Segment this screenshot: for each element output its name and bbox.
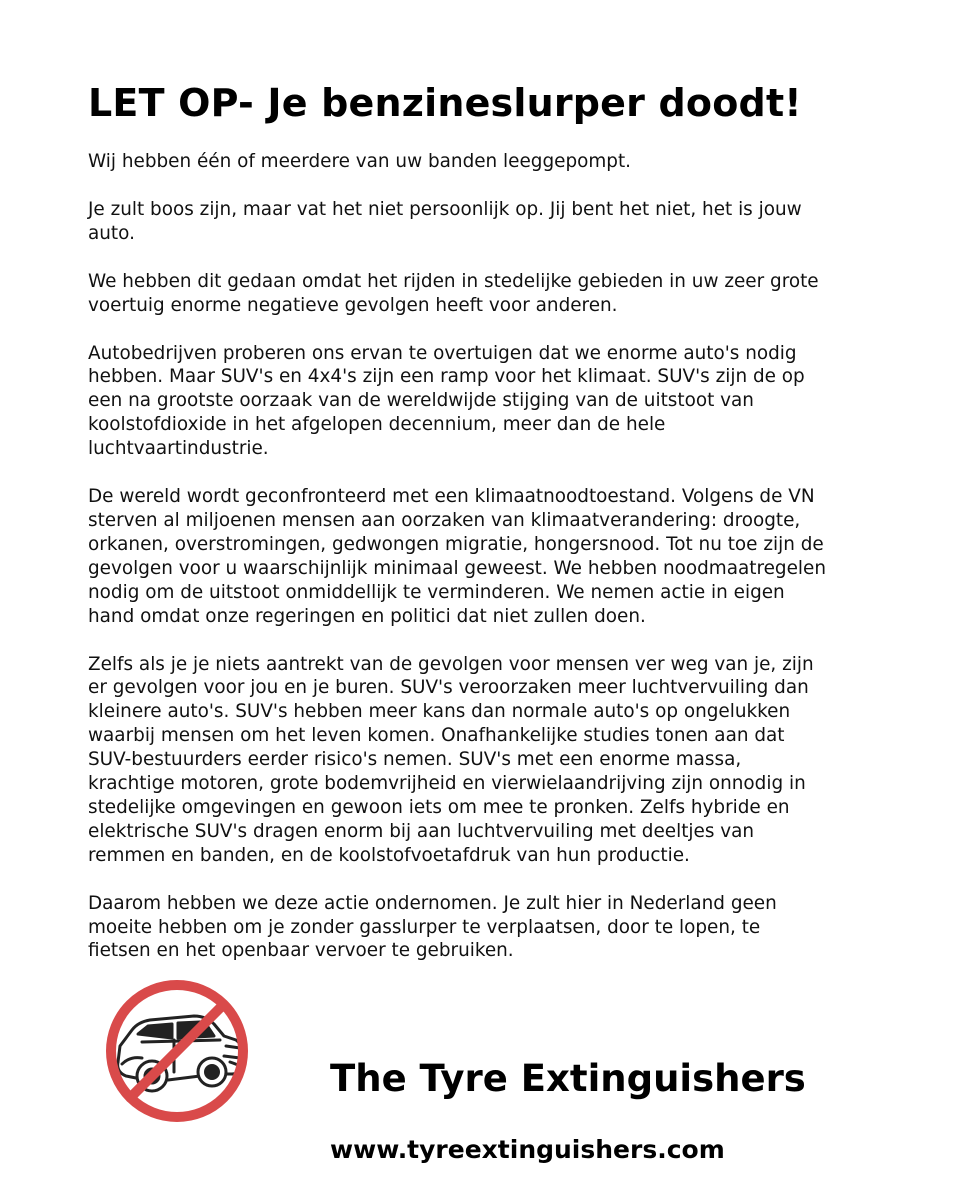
no-suv-logo-svg [102, 976, 252, 1126]
paragraph-4: Autobedrijven proberen ons ervan te overtuigen dat we enorme auto's nodig hebben. Maar SUV's en 4x4's zijn een ramp voor het klimaat. SUV's zijn de op een na grootste oorzaak van de wereldwijde stijging van de uitstoot van koolstofdioxide in het afgelopen decennium, meer dan de hele luchtvaartindustrie. [88, 342, 805, 460]
flyer-body [88, 150, 928, 987]
paragraph-2: Je zult boos zijn, maar vat het niet persoonlijk op. Jij bent het niet, het is jouw auto. [88, 198, 802, 244]
paragraph-3: We hebben dit gedaan omdat het rijden in stedelijke gebieden in uw zeer grote voertuig enorme negatieve gevolgen heeft voor anderen. [88, 270, 819, 316]
no-suv-prohibition-icon [102, 976, 252, 1126]
paragraph-1: Wij hebben één of meerdere van uw banden leeggepompt. [88, 151, 632, 172]
paragraph-6: Zelfs als je je niets aantrekt van de gevolgen voor mensen ver weg van je, zijn er gevolgen voor jou en je buren. SUV's veroorzaken meer luchtvervuiling dan kleinere auto's. SUV's hebben meer kans dan normale auto's op ongelukken waarbij mensen om het leven komen. Onafhankelijke studies tonen aan dat SUV-bestuurders eerder risico's nemen. SUV's met een enorme massa, krachtige motoren, grote bodemvrijheid en vierwielaandrijving zijn onnodig in stedelijke omgevingen en gewoon iets om mee te pronken. Zelfs hybride en elektrische SUV's dragen enorm bij aan luchtvervuiling met deeltjes van remmen en banden, en de koolstofvoetafdruk van hun productie. [88, 653, 814, 866]
website-url: www.tyreextinguishers.com [330, 1135, 725, 1164]
paragraph-5: De wereld wordt geconfronteerd met een klimaatnoodtoestand. Volgens de VN sterven al miljoenen mensen aan oorzaken van klimaatverandering: droogte, orkanen, overstromingen, gedwongen migratie, hongersnood. Tot nu toe zijn de gevolgen voor u waarschijnlijk minimaal geweest. We hebben noodmaatregelen nodig om de uitstoot onmiddellijk te verminderen. We nemen actie in eigen hand omdat onze regeringen en politici dat niet zullen doen. [88, 486, 826, 627]
organization-name: The Tyre Extinguishers [330, 1057, 806, 1100]
paragraph-7: Daarom hebben we deze actie ondernomen. Je zult hier in Nederland geen moeite hebben om je zonder gasslurper te verplaatsen, door te lopen, te fietsen en het openbaar vervoer te gebruiken. [88, 892, 777, 962]
flyer-title: LET OP- Je benzineslurper doodt! [88, 81, 802, 125]
